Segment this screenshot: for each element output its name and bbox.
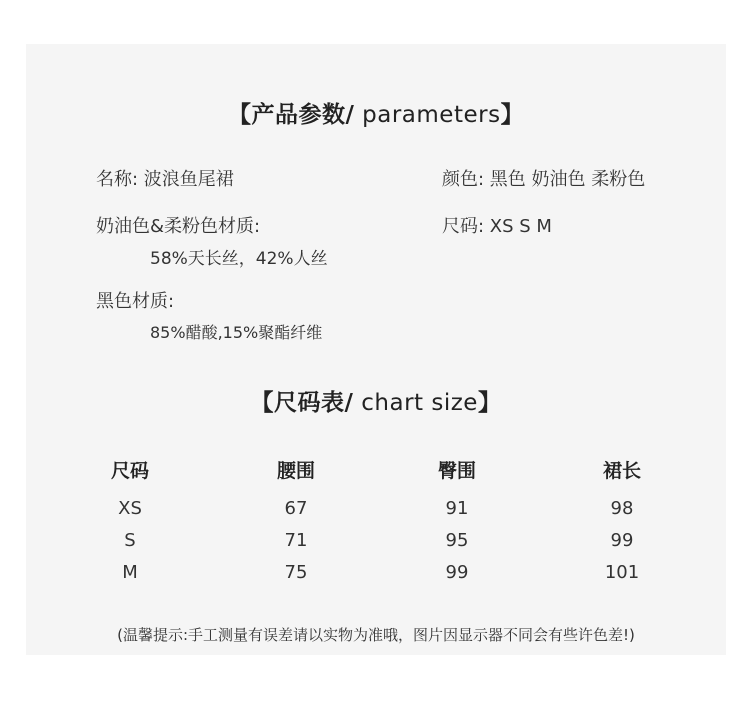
table-cell-length: 101: [604, 562, 640, 583]
table-cell-length: 98: [610, 498, 634, 519]
chart-heading-cn: 【尺码表/: [250, 390, 354, 416]
column-header-hip: 臀围: [437, 460, 476, 482]
material-black-label: 黑色材质:: [96, 291, 175, 312]
table-cell-hip: 91: [445, 498, 469, 519]
table-cell-size: XS: [118, 498, 142, 519]
column-header-length: 裙长: [602, 460, 641, 482]
product-sizes: 尺码: XS S M: [442, 216, 552, 237]
product-colors: 颜色: 黑色 奶油色 柔粉色: [442, 169, 646, 190]
parameters-heading-en: parameters: [354, 102, 501, 128]
material-black-value: 85%醋酸,15%聚酯纤维: [150, 323, 323, 342]
table-cell-size: S: [124, 530, 136, 551]
table-cell-hip: 99: [445, 562, 469, 583]
material-cream-pink-value: 58%天长丝，42%人丝: [150, 249, 328, 269]
table-cell-waist: 67: [284, 498, 308, 519]
table-cell-size: M: [122, 562, 138, 583]
parameters-heading: [26, 96, 726, 129]
chart-heading-end: 】: [477, 390, 502, 416]
table-cell-waist: 75: [284, 562, 308, 583]
column-header-waist: 腰围: [276, 460, 315, 482]
chart-size-heading: [26, 384, 726, 417]
table-cell-hip: 95: [445, 530, 469, 551]
chart-heading-en: chart size: [353, 390, 478, 416]
product-info-panel: [26, 44, 726, 655]
table-cell-length: 99: [610, 530, 634, 551]
measurement-note: (温馨提示:手工测量有误差请以实物为准哦，图片因显示器不同会有些许色差!): [117, 626, 635, 644]
table-cell-waist: 71: [284, 530, 308, 551]
parameters-heading-end: 】: [500, 102, 525, 128]
product-name: 名称: 波浪鱼尾裙: [96, 169, 234, 190]
material-cream-pink-label: 奶油色&柔粉色材质:: [96, 216, 261, 237]
column-header-size: 尺码: [110, 460, 149, 482]
parameters-heading-cn: 【产品参数/: [227, 102, 355, 128]
